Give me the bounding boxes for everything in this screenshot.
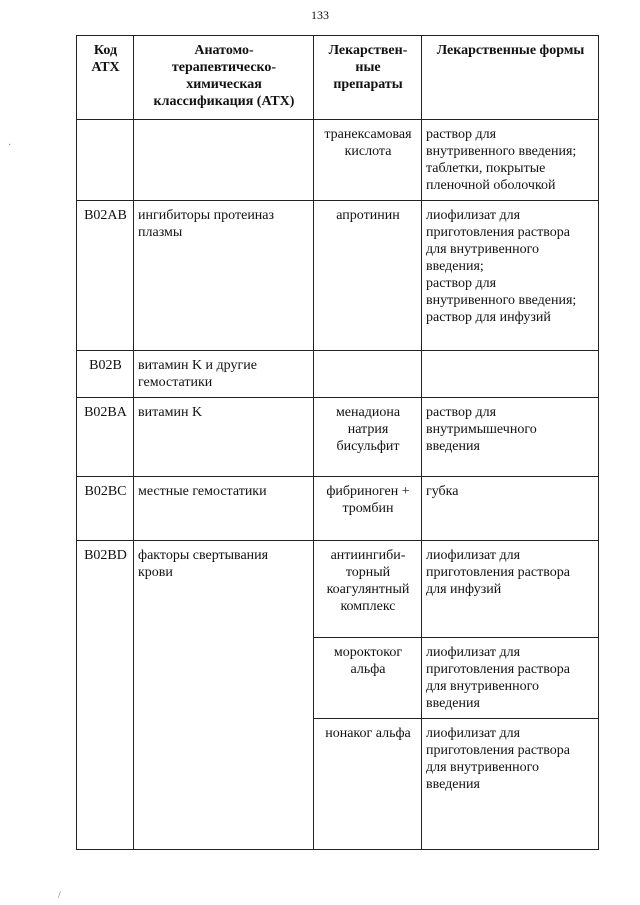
classification-cell: факторы свертывания крови [134, 541, 314, 850]
classification-cell: витамин K и другие гемостатики [134, 351, 314, 398]
header-atx-classification: Анатомо- терапевтическо- химическая классификация (АТХ) [134, 36, 314, 120]
dosage-form-cell: лиофилизат для приготовления раствора для внутривенного введения; раствор для внутривенного введения; раствор для инфузий [422, 201, 599, 351]
dosage-form-cell: лиофилизат для приготовления раствора для внутривенного введения [422, 638, 599, 719]
table-row [77, 477, 599, 541]
dosage-form-cell: лиофилизат для приготовления раствора для инфузий [422, 541, 599, 638]
table-row [77, 120, 599, 201]
drug-cell [314, 351, 422, 398]
drug-cell: антиингиби- торный коагулянтный комплекс [314, 541, 422, 638]
classification-cell: ингибиторы протеиназ плазмы [134, 201, 314, 351]
table-row [77, 541, 599, 638]
drug-cell: мороктоког альфа [314, 638, 422, 719]
drug-cell: нонаког альфа [314, 719, 422, 850]
header-drugs: Лекарствен- ные препараты [314, 36, 422, 120]
drug-cell: менадиона натрия бисульфит [314, 398, 422, 477]
header-dosage-forms: Лекарственные формы [422, 36, 599, 120]
classification-cell: витамин K [134, 398, 314, 477]
table-row [77, 201, 599, 351]
header-atx-code: Код АТХ [77, 36, 134, 120]
table-row [77, 398, 599, 477]
table-row [77, 351, 599, 398]
drug-cell: фибриноген + тромбин [314, 477, 422, 541]
drug-cell: апротинин [314, 201, 422, 351]
page-number: 133 [311, 8, 329, 22]
classification-cell: местные гемостатики [134, 477, 314, 541]
dosage-form-cell [422, 351, 599, 398]
atx-drug-table [76, 35, 599, 850]
dosage-form-cell: раствор для внутривенного введения; таблетки, покрытые пленочной оболочкой [422, 120, 599, 201]
scan-speck-mark: / [58, 890, 61, 901]
atx-code-cell [77, 120, 134, 201]
dosage-form-cell: лиофилизат для приготовления раствора для внутривенного введения [422, 719, 599, 850]
table-header-row [77, 36, 599, 120]
classification-cell [134, 120, 314, 201]
atx-code-cell: B02BD [77, 541, 134, 850]
atx-code-cell: B02AB [77, 201, 134, 351]
dosage-form-cell: губка [422, 477, 599, 541]
drug-cell: транексамовая кислота [314, 120, 422, 201]
atx-code-cell: B02BC [77, 477, 134, 541]
scan-speck-mark: · [8, 140, 12, 151]
atx-code-cell: B02B [77, 351, 134, 398]
atx-code-cell: B02BA [77, 398, 134, 477]
dosage-form-cell: раствор для внутримышечного введения [422, 398, 599, 477]
